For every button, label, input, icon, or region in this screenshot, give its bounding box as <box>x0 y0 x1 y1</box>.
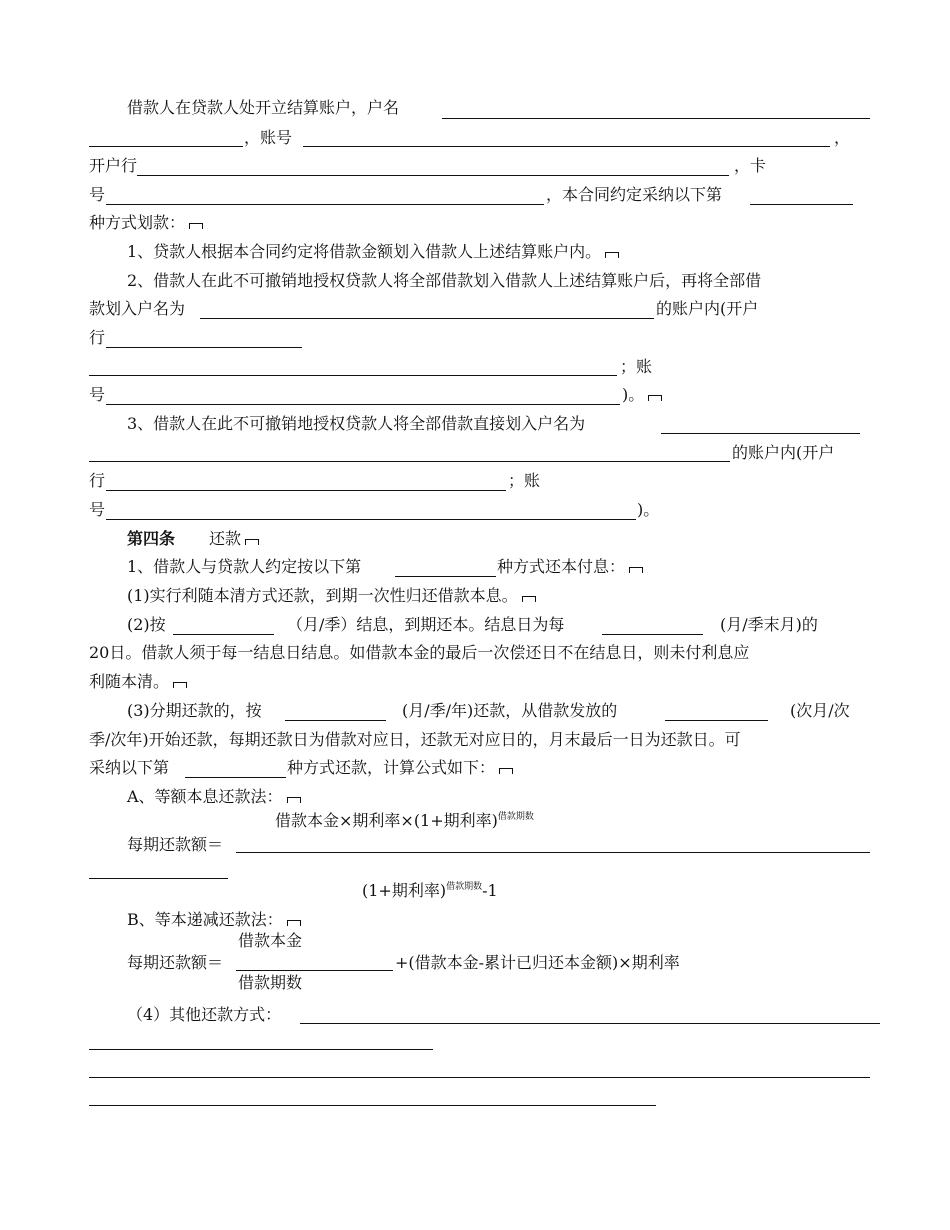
method-2-c: (月/季末月)的 <box>720 615 818 634</box>
other-method-line-2 <box>89 1049 433 1050</box>
account-name-line <box>442 118 870 119</box>
article-4-title: 第四条 <box>127 529 176 548</box>
option-3-number-line <box>106 519 636 520</box>
formula-b-fraction-bar <box>236 970 393 971</box>
method-choice-text: ，本合同约定采纳以下第 <box>546 185 723 204</box>
option-2-line-1: 2、借款人在此不可撤销地授权贷款人将全部借款划入借款人上述结算账户后，再将全部借 <box>127 271 762 290</box>
card-number-line <box>106 204 544 205</box>
method-3-line-3-b: 种方式还款，计算公式如下： <box>287 757 513 779</box>
option-3-end: )。 <box>637 500 660 519</box>
return-mark-icon <box>522 596 536 602</box>
formula-b-numerator: 借款本金 <box>238 931 303 950</box>
method-text: 种方式划款： <box>89 212 203 234</box>
other-method-label: （4）其他还款方式： <box>127 1005 282 1024</box>
formula-a-numerator: 借款本金×期利率×(1+期利率)$^{借款期数}$ <box>275 811 534 830</box>
bank-line <box>137 175 729 176</box>
formula-b-label: 每期还款额＝ <box>127 953 224 972</box>
option-3-account-text: 的账户内(开户 <box>732 443 835 462</box>
option-3-bank-line <box>106 490 506 491</box>
method-3-line-1 <box>285 720 386 721</box>
return-mark-icon <box>245 539 259 545</box>
method-2-line-1 <box>173 634 274 635</box>
formula-a-denominator-exponent: 借款期数 <box>446 882 483 892</box>
other-method-line-1 <box>300 1023 880 1024</box>
option-3-payee-line-2 <box>89 461 730 462</box>
option-3-line-1: 3、借款人在此不可撤销地授权贷款人将全部借款直接划入户名为 <box>127 414 586 433</box>
card-label-2: 号 <box>89 185 106 204</box>
method-3-a: (3)分期还款的，按 <box>127 701 262 720</box>
comma: ， <box>834 128 851 147</box>
repay-choice-tail: 种方式还本付息： <box>497 556 643 578</box>
account-number-label: ，账号 <box>244 128 293 147</box>
formula-a-numerator-exponent: 借款期数 <box>497 812 534 822</box>
formula-b-denominator: 借款期数 <box>238 973 303 992</box>
return-mark-icon <box>605 252 619 258</box>
option-3-bank-label: 行 <box>89 471 106 490</box>
method-2-line-3-text: 利随本清。 <box>89 671 187 693</box>
option-3-payee-line <box>661 433 860 434</box>
method-3-line-2-text: 季/次年)开始还款，每期还款日为借款对应日，还款无对应日的，月末最后一日为还款日。可 <box>89 730 741 749</box>
option-2-payee-label: 款划入户名为 <box>89 299 186 318</box>
method-2-b: （月/季）结息，到期还本。结息日为每 <box>287 615 565 634</box>
method-3-line-3-a: 采纳以下第 <box>89 758 170 777</box>
option-2-bank-label: 行 <box>89 328 106 347</box>
option-2-payee-line <box>200 318 654 319</box>
option-2-bank-line <box>106 347 302 348</box>
account-number-line <box>303 146 830 147</box>
repay-choice-line <box>395 576 496 577</box>
return-mark-icon <box>287 920 301 926</box>
method-choice-line <box>750 204 853 205</box>
return-mark-icon <box>629 567 643 573</box>
return-mark-icon <box>499 768 513 774</box>
card-label: ，卡 <box>734 156 767 175</box>
option-2-account-text: 的账户内(开户 <box>656 299 759 318</box>
method-2-line-2 <box>602 634 703 635</box>
formula-a-title: A、等额本息还款法： <box>127 786 301 808</box>
option-3-account-label: ；账 <box>508 471 541 490</box>
formula-a-denominator: (1+期利率)$^{借款期数}$-1 <box>362 881 498 900</box>
method-3-b: (月/季/年)还款，从借款发放的 <box>402 701 618 720</box>
option-3-number-label: 号 <box>89 500 106 519</box>
other-method-line-3 <box>89 1077 870 1078</box>
method-3-c: (次月/次 <box>790 701 850 720</box>
option-2-number-label: 号 <box>89 385 106 404</box>
bank-label: 开户行 <box>89 156 138 175</box>
account-name-line-2 <box>89 146 243 147</box>
return-mark-icon <box>189 223 203 229</box>
article-4-heading: 还款 <box>209 528 259 550</box>
account-intro: 借款人在贷款人处开立结算账户，户名 <box>127 98 400 117</box>
method-2-a: (2)按 <box>127 615 166 634</box>
other-method-line-4 <box>89 1105 656 1106</box>
option-1: 1、贷款人根据本合同约定将借款金额划入借款人上述结算账户内。 <box>127 241 619 263</box>
option-2-bank-line-2 <box>89 375 617 376</box>
method-3-choice-line <box>185 777 286 778</box>
method-3-line-2 <box>665 720 768 721</box>
return-mark-icon <box>287 797 301 803</box>
formula-a-label: 每期还款额＝ <box>127 835 224 854</box>
formula-a-fraction-bar-2 <box>89 878 228 879</box>
method-1: (1)实行利随本清方式还款，到期一次性归还借款本息。 <box>127 585 536 607</box>
option-2-end: )。 <box>622 384 662 406</box>
method-2-line-2-text: 20日。借款人须于每一结息日结息。如借款本金的最后一次偿还日不在结息日，则未付利息应 <box>89 643 750 662</box>
return-mark-icon <box>648 395 662 401</box>
return-mark-icon <box>173 682 187 688</box>
option-2-number-line <box>106 404 620 405</box>
formula-a-fraction-bar <box>236 852 870 853</box>
formula-b-title: B、等本递减还款法： <box>127 909 301 931</box>
option-2-account-label: ；账 <box>620 357 653 376</box>
repay-choice-text: 1、借款人与贷款人约定按以下第 <box>127 557 362 576</box>
formula-b-tail: +(借款本金-累计已归还本金额)×期利率 <box>395 953 680 972</box>
